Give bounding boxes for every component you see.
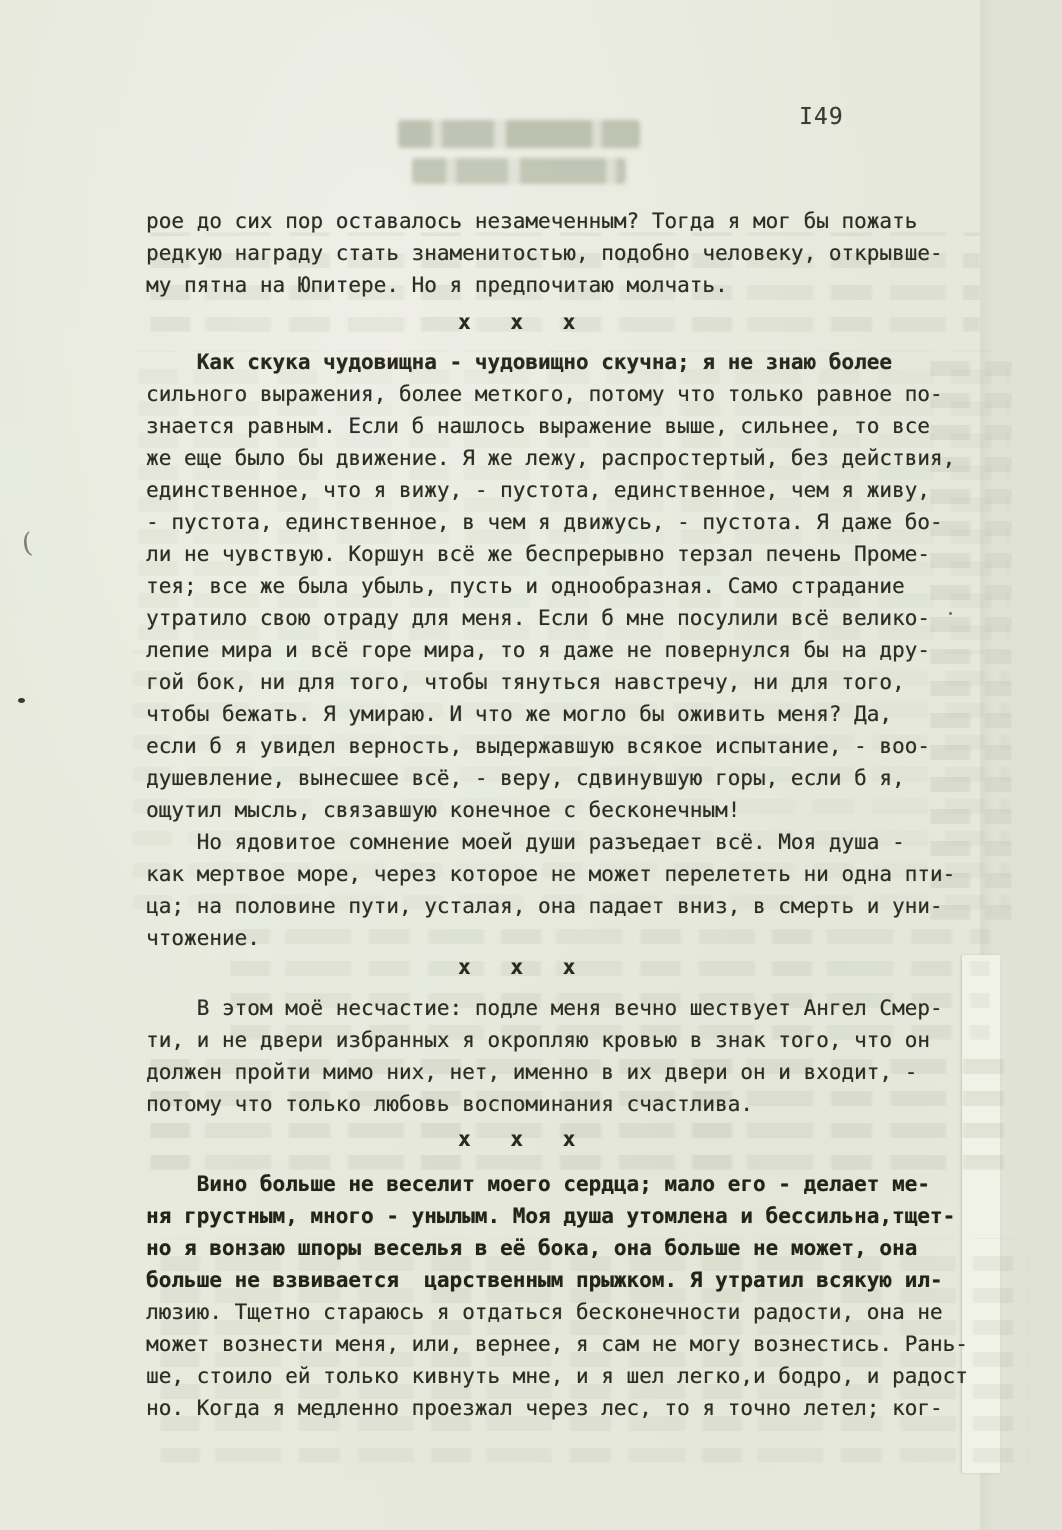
paragraph-continuation xyxy=(146,205,1026,301)
section-separator: x x x xyxy=(458,955,576,979)
text-line: должен пройти мимо них, нет, именно в их двери он и входит, - xyxy=(146,1060,918,1084)
text-line: - пустота, единственное, в чем я движусь, - пустота. Я даже бо- xyxy=(146,510,943,534)
text-line: ти, и не двери избранных я окропляю кровью в знак того, что он xyxy=(146,1028,930,1052)
text-line: единственное, что я вижу, - пустота, единственное, чем я живу, xyxy=(146,478,930,502)
text-line: больше не взвивается царственным прыжком. Я утратил всякую ил- xyxy=(146,1268,943,1292)
text-line: тея; все же была убыль, пусть и однообразная. Само страдание xyxy=(146,574,905,598)
text-line: чтожение. xyxy=(146,926,260,950)
paragraph-wine xyxy=(146,1168,1026,1424)
text-line: как мертвое море, через которое не может перелететь ни одна пти- xyxy=(146,862,956,886)
text-line: утратило свою отраду для меня. Если б мне посулили всё велико- xyxy=(146,606,930,630)
text-line: ли не чувствую. Коршун всё же беспрерывно терзал печень Проме- xyxy=(146,542,930,566)
text-line: Как скука чудовищна - чудовищно скучна; я не знаю более xyxy=(146,350,892,374)
text-line: ощутил мысль, связавшую конечное с бесконечным! xyxy=(146,798,741,822)
text-line: лепие мира и всё горе мира, то я даже не повернулся бы на дру- xyxy=(146,638,930,662)
section-separator: x x x xyxy=(458,310,576,334)
text-line: душевление, вынесшее всё, - веру, сдвинувшую горы, если б я, xyxy=(146,766,905,790)
text-line: ше, стоило ей только кивнуть мне, и я шел легко,и бодро, и радост xyxy=(146,1364,968,1388)
text-line: рое до сих пор оставалось незамеченным? Тогда я мог бы пожать xyxy=(146,209,918,233)
text-line: если б я увидел верность, выдержавшую всякое испытание, - воо- xyxy=(146,734,930,758)
section-separator: x x x xyxy=(458,1127,576,1151)
bleed-through-heading xyxy=(412,158,626,184)
text-line: чтобы бежать. Я умираю. И что же могло бы оживить меня? Да, xyxy=(146,702,892,726)
text-line: может вознести меня, или, вернее, я сам не могу вознестись. Рань- xyxy=(146,1332,968,1356)
text-line: гой бок, ни для того, чтобы тянуться навстречу, ни для того, xyxy=(146,670,905,694)
paragraph-angel-of-death xyxy=(146,992,1026,1120)
text-line: му пятна на Юпитере. Но я предпочитаю молчать. xyxy=(146,273,728,297)
text-line: ца; на половине пути, усталая, она падает вниз, в смерть и уни- xyxy=(146,894,943,918)
text-line: ня грустным, много - унылым. Моя душа утомлена и бессильна,тщет- xyxy=(146,1204,956,1228)
page-number: I49 xyxy=(799,104,844,130)
bleed-through-heading xyxy=(398,120,640,148)
text-line: люзию. Тщетно стараюсь я отдаться бесконечности радости, она не xyxy=(146,1300,943,1324)
text-line: но. Когда я медленно проезжал через лес, то я точно летел; ког- xyxy=(146,1396,943,1420)
text-line: знается равным. Если б нашлось выражение выше, сильнее, то все xyxy=(146,414,930,438)
text-line: потому что только любовь воспоминания счастлива. xyxy=(146,1092,753,1116)
text-line: редкую награду стать знаменитостью, подобно человеку, открывше- xyxy=(146,241,943,265)
paragraph-boredom xyxy=(146,346,1026,954)
text-line: же еще было бы движение. Я же лежу, распростертый, без действия, xyxy=(146,446,956,470)
pencil-mark: ( xyxy=(20,527,35,560)
ink-speck xyxy=(18,698,25,703)
text-line: но я вонзаю шпоры веселья в её бока, она больше не может, она xyxy=(146,1236,918,1260)
text-line: Но ядовитое сомнение моей души разъедает всё. Моя душа - xyxy=(146,830,905,854)
text-line: В этом моё несчастие: подле меня вечно шествует Ангел Смер- xyxy=(146,996,943,1020)
text-line: сильного выражения, более меткого, потому что только равное по- xyxy=(146,382,943,406)
text-line: Вино больше не веселит моего сердца; мало его - делает ме- xyxy=(146,1172,930,1196)
